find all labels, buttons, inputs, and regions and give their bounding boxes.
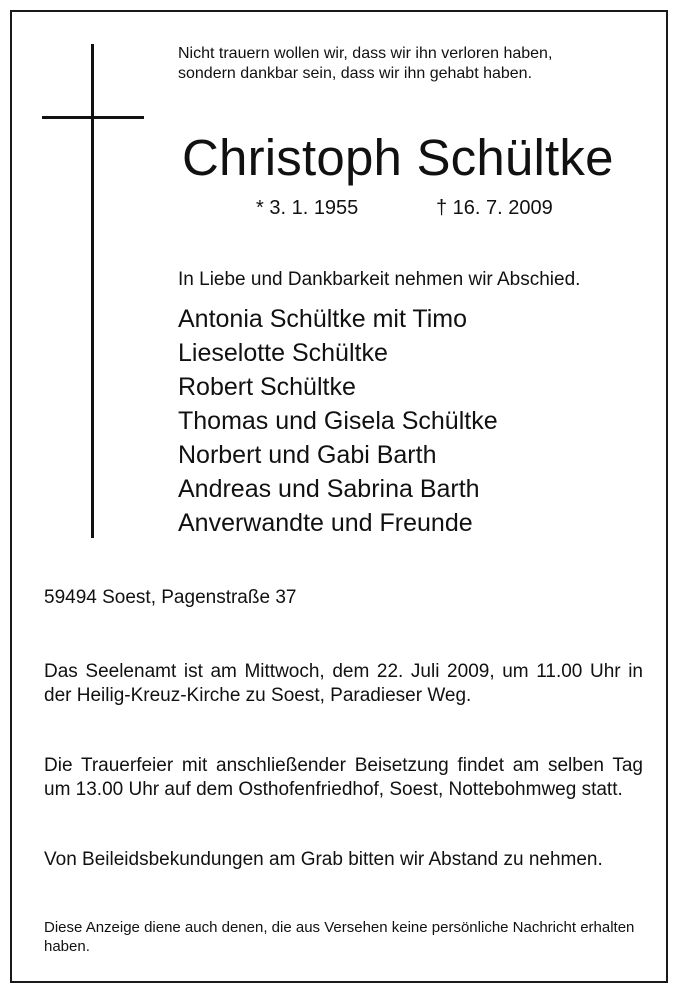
farewell-intro: In Liebe und Dankbarkeit nehmen wir Abschied. (178, 269, 581, 290)
mourners-list (178, 302, 498, 540)
notice-footnote: Diese Anzeige diene auch denen, die aus Versehen keine persönliche Nachricht erhalten haben. (44, 919, 635, 955)
mourner-item: Norbert und Gabi Barth (178, 441, 437, 469)
mourner-item: Lieselotte Schültke (178, 339, 388, 367)
mourner-item: Anverwandte und Freunde (178, 509, 473, 537)
requiem-info: Das Seelenamt ist am Mittwoch, dem 22. Juli 2009, um 11.00 Uhr in der Heilig-Kreuz-Kirche zu Soest, Paradieser Weg. (44, 661, 643, 706)
condolence-request: Von Beileidsbekundungen am Grab bitten wir Abstand zu nehmen. (44, 849, 603, 870)
quote-line-1: Nicht trauern wollen wir, dass wir ihn verloren haben, (178, 45, 553, 62)
mourner-item: Robert Schültke (178, 373, 356, 401)
birth-date: * 3. 1. 1955 (256, 197, 359, 219)
mourner-item: Antonia Schültke mit Timo (178, 305, 468, 333)
deceased-name: Christoph Schültke (182, 129, 614, 186)
family-address: 59494 Soest, Pagenstraße 37 (44, 587, 297, 608)
mourner-item: Andreas und Sabrina Barth (178, 475, 480, 503)
quote-line-2: sondern dankbar sein, dass wir ihn gehabt haben. (178, 65, 533, 82)
funeral-info: Die Trauerfeier mit anschließender Beisetzung findet am selben Tag um 13.00 Uhr auf dem Osthofenfriedhof, Soest, Nottebohmweg statt. (44, 755, 643, 800)
death-date: † 16. 7. 2009 (436, 197, 553, 219)
mourner-item: Thomas und Gisela Schültke (178, 407, 498, 435)
memorial-quote (178, 44, 648, 84)
cross-horizontal-bar (42, 116, 144, 119)
